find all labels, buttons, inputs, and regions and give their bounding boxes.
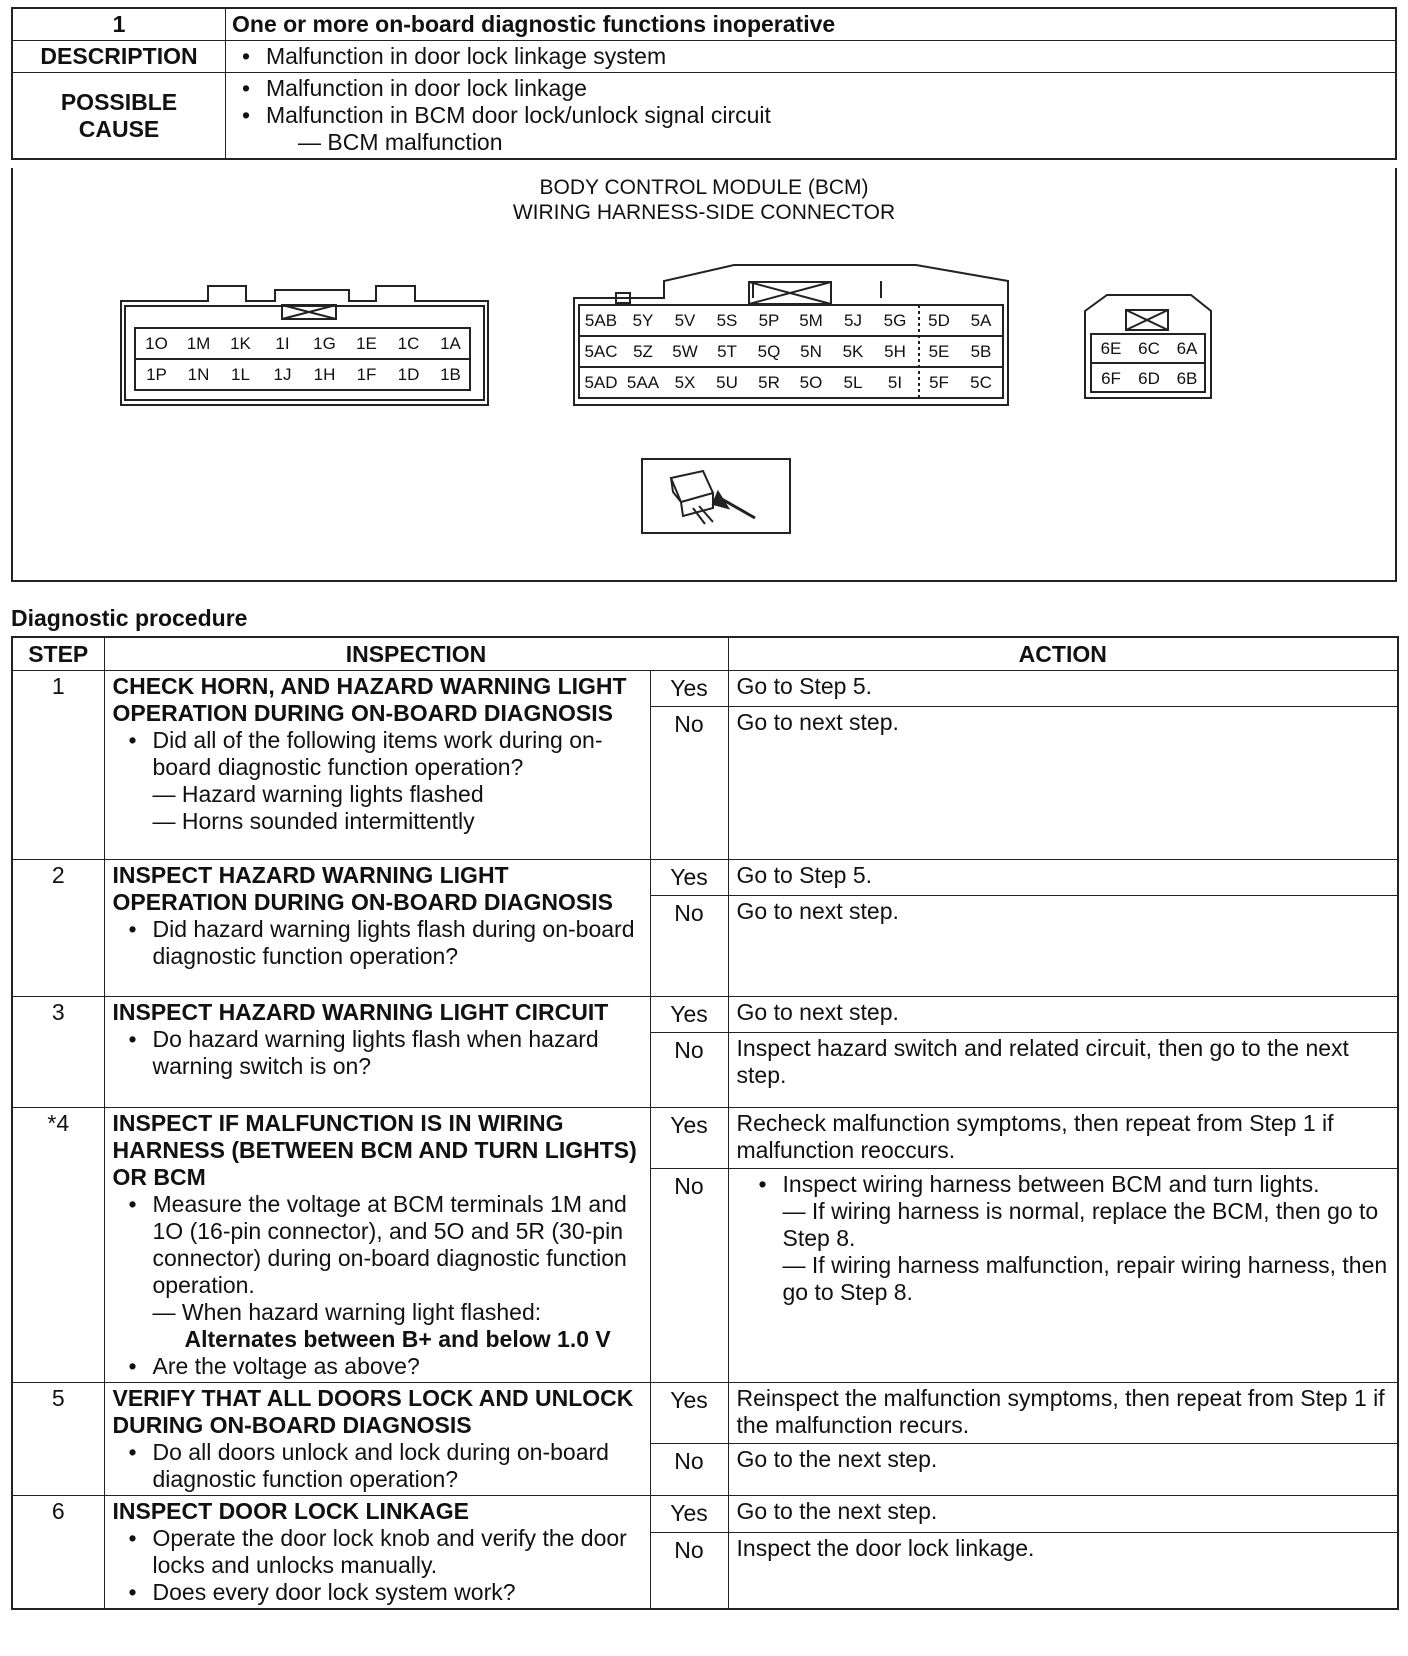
step-number: 1 — [12, 671, 104, 860]
yes-action: Reinspect the malfunction symptoms, then repeat from Step 1 if the malfunction recurs. — [728, 1383, 1398, 1444]
inspection-sub: — Horns sounded intermittently — [152, 808, 475, 834]
inspection-title: INSPECT IF MALFUNCTION IS IN WIRING HARNESS (BETWEEN BCM AND TURN LIGHTS) OR BCM — [112, 1110, 637, 1190]
action-sub: — If wiring harness malfunction, repair wiring harness, then go to Step 8. — [782, 1252, 1388, 1306]
yes-action: Go to Step 5. — [728, 860, 1398, 896]
cause-row — [12, 73, 1396, 160]
yes-label: Yes — [650, 1496, 728, 1533]
yes-action: Recheck malfunction symptoms, then repeat from Step 1 if malfunction reoccurs. — [728, 1108, 1398, 1169]
yes-label: Yes — [650, 1108, 728, 1169]
pin-label: 5J — [844, 311, 862, 330]
pin-label: 1M — [186, 334, 211, 353]
inspection-bullet: • Operate the door lock knob and verify the door locks and unlocks manually. — [153, 1525, 642, 1579]
pin-label: 1D — [397, 365, 420, 384]
pin-label: 1L — [231, 365, 250, 384]
no-label: No — [650, 707, 728, 860]
yes-label: Yes — [650, 671, 728, 707]
inspection-bullet: • Measure the voltage at BCM terminals 1M and 1O (16-pin connector), and 5O and 5R (30-pin connector) during on-board diagnostic function operation. — [153, 1191, 642, 1299]
pin-label: 5B — [970, 342, 992, 361]
yes-label: Yes — [650, 1383, 728, 1444]
pin-label: 5O — [799, 373, 823, 392]
no-action: Go to next step. — [728, 896, 1398, 997]
pin-label: 1N — [187, 365, 210, 384]
pin-label: 5AC — [584, 342, 618, 361]
inspection-bullet: • Does every door lock system work? — [153, 1579, 642, 1606]
cause-label — [12, 73, 226, 160]
pin-label: 5L — [843, 373, 863, 392]
pin-label: 5T — [717, 342, 737, 361]
cause-cell — [226, 73, 1397, 160]
pin-label: 6D — [1138, 369, 1160, 388]
diagram-title-line1: BODY CONTROL MODULE (BCM) — [539, 176, 869, 199]
procedure-header-row — [12, 637, 1398, 671]
pin-label: 5S — [716, 311, 738, 330]
pin-label: 1P — [146, 365, 167, 384]
table-row — [12, 997, 1398, 1033]
info-title: One or more on-board diagnostic functions inoperative — [226, 8, 1397, 41]
cause-sub-item: — BCM malfunction — [298, 129, 503, 155]
info-number: 1 — [12, 8, 226, 41]
pin-label: 5AD — [584, 373, 618, 392]
pin-label: 5F — [929, 373, 949, 392]
step-number: 5 — [12, 1383, 104, 1496]
pin-label: 5K — [842, 342, 864, 361]
pin-label: 1K — [230, 334, 251, 353]
description-row — [12, 41, 1396, 73]
inspection-bullet: • Did all of the following items work during on-board diagnostic function operation? — [153, 727, 642, 781]
connector-diagram — [11, 168, 1397, 582]
pin-label: 1H — [313, 365, 336, 384]
step-number: *4 — [12, 1108, 104, 1383]
inspection-title: INSPECT HAZARD WARNING LIGHT CIRCUIT — [112, 999, 609, 1025]
pin-label: 5M — [799, 311, 823, 330]
procedure-table — [11, 636, 1399, 1610]
cause-item: • Malfunction in door lock linkage — [266, 75, 1389, 102]
inspection-cell — [104, 671, 650, 860]
table-row — [12, 671, 1398, 707]
yes-label: Yes — [650, 997, 728, 1033]
action-bullet: • Inspect wiring harness between BCM and turn lights. — [783, 1171, 1390, 1198]
pin-label: 1F — [356, 365, 377, 384]
cause-label-line2: CAUSE — [78, 115, 160, 142]
inspection-bullet: • Are the voltage as above? — [153, 1353, 642, 1380]
inspection-title: CHECK HORN, AND HAZARD WARNING LIGHT OPERATION DURING ON-BOARD DIAGNOSIS — [112, 673, 627, 726]
inspection-title: VERIFY THAT ALL DOORS LOCK AND UNLOCK DURING ON-BOARD DIAGNOSIS — [112, 1385, 634, 1438]
pin-label: 5Y — [632, 311, 654, 330]
yes-action: Go to next step. — [728, 997, 1398, 1033]
col-step-header: STEP — [12, 637, 104, 671]
procedure-heading: Diagnostic procedure — [11, 605, 248, 631]
inspection-cell — [104, 997, 650, 1108]
pin-label: 1B — [440, 365, 461, 384]
action-sub: — If wiring harness is normal, replace the BCM, then go to Step 8. — [782, 1198, 1379, 1252]
table-row — [12, 1108, 1398, 1169]
description-label: DESCRIPTION — [12, 41, 226, 73]
no-label: No — [650, 896, 728, 997]
pin-label: 5H — [884, 342, 906, 361]
connector-view-icon — [642, 459, 790, 533]
table-row — [12, 1383, 1398, 1444]
pin-label: 5P — [758, 311, 780, 330]
no-label: No — [650, 1533, 728, 1609]
inspection-sub: — Hazard warning lights flashed — [152, 781, 484, 807]
col-action-header: ACTION — [728, 637, 1398, 671]
pin-label: 1A — [440, 334, 461, 353]
inspection-bullet: • Do hazard warning lights flash when hazard warning switch is on? — [153, 1026, 642, 1080]
pin-label: 1I — [275, 334, 290, 353]
step-number: 2 — [12, 860, 104, 997]
inspection-cell — [104, 860, 650, 997]
step-number: 6 — [12, 1496, 104, 1610]
pin-label: 6B — [1176, 369, 1198, 388]
inspection-title: INSPECT DOOR LOCK LINKAGE — [112, 1498, 470, 1524]
pin-label: 5U — [716, 373, 738, 392]
cause-item: • Malfunction in BCM door lock/unlock signal circuit — [266, 102, 1389, 129]
pin-label: 1J — [273, 365, 292, 384]
inspection-cell — [104, 1108, 650, 1383]
pin-label: 5I — [887, 373, 903, 392]
pin-label: 5V — [674, 311, 696, 330]
inspection-cell — [104, 1496, 650, 1610]
table-row — [12, 1496, 1398, 1533]
diagram-title-line2: WIRING HARNESS-SIDE CONNECTOR — [512, 201, 896, 224]
inspection-bullet: • Did hazard warning lights flash during on-board diagnostic function operation? — [153, 916, 642, 970]
pin-label: 1C — [397, 334, 420, 353]
pin-label: 5E — [928, 342, 950, 361]
pin-label: 5W — [672, 342, 698, 361]
pin-label: 6A — [1176, 339, 1198, 358]
step-number: 3 — [12, 997, 104, 1108]
no-action: Inspect hazard switch and related circuit, then go to the next step. — [728, 1033, 1398, 1108]
no-label: No — [650, 1033, 728, 1108]
inspection-sub: — When hazard warning light flashed: — [152, 1299, 542, 1325]
info-title-row — [12, 8, 1396, 41]
pin-label: 5Q — [757, 342, 781, 361]
pin-label: 5D — [928, 311, 950, 330]
pin-label: 5C — [970, 373, 992, 392]
yes-action: Go to the next step. — [728, 1496, 1398, 1533]
pin-label: 5X — [674, 373, 696, 392]
pin-label: 5N — [800, 342, 822, 361]
inspection-cell — [104, 1383, 650, 1496]
inspection-bullet: • Do all doors unlock and lock during on-board diagnostic function operation? — [153, 1439, 642, 1493]
info-table — [11, 7, 1397, 160]
pin-label: 6C — [1138, 339, 1160, 358]
no-action: Go to next step. — [728, 707, 1398, 860]
pin-label: 1G — [313, 334, 336, 353]
pin-label: 6E — [1100, 339, 1122, 358]
no-label: No — [650, 1443, 728, 1495]
pin-label: 5A — [970, 311, 992, 330]
description-item: • Malfunction in door lock linkage system — [266, 43, 1389, 70]
no-action-cell — [728, 1169, 1398, 1383]
pin-label: 6F — [1101, 369, 1121, 388]
no-action: Go to the next step. — [728, 1443, 1398, 1495]
yes-action: Go to Step 5. — [728, 671, 1398, 707]
inspection-spec-value: Alternates between B+ and below 1.0 V — [184, 1326, 611, 1352]
cause-label-line1: POSSIBLE — [60, 88, 178, 115]
col-inspection-header: INSPECTION — [104, 637, 728, 671]
pin-label: 5AA — [626, 373, 660, 392]
no-label: No — [650, 1169, 728, 1383]
pin-label: 5Z — [633, 342, 653, 361]
pin-label: 1O — [145, 334, 168, 353]
table-row — [12, 860, 1398, 896]
no-action: Inspect the door lock linkage. — [728, 1533, 1398, 1609]
description-cell — [226, 41, 1397, 73]
pin-label: 1E — [356, 334, 377, 353]
yes-label: Yes — [650, 860, 728, 896]
inspection-title: INSPECT HAZARD WARNING LIGHT OPERATION DURING ON-BOARD DIAGNOSIS — [112, 862, 613, 915]
pin-label: 5R — [758, 373, 780, 392]
pin-label: 5AB — [584, 311, 618, 330]
pin-label: 5G — [883, 311, 907, 330]
